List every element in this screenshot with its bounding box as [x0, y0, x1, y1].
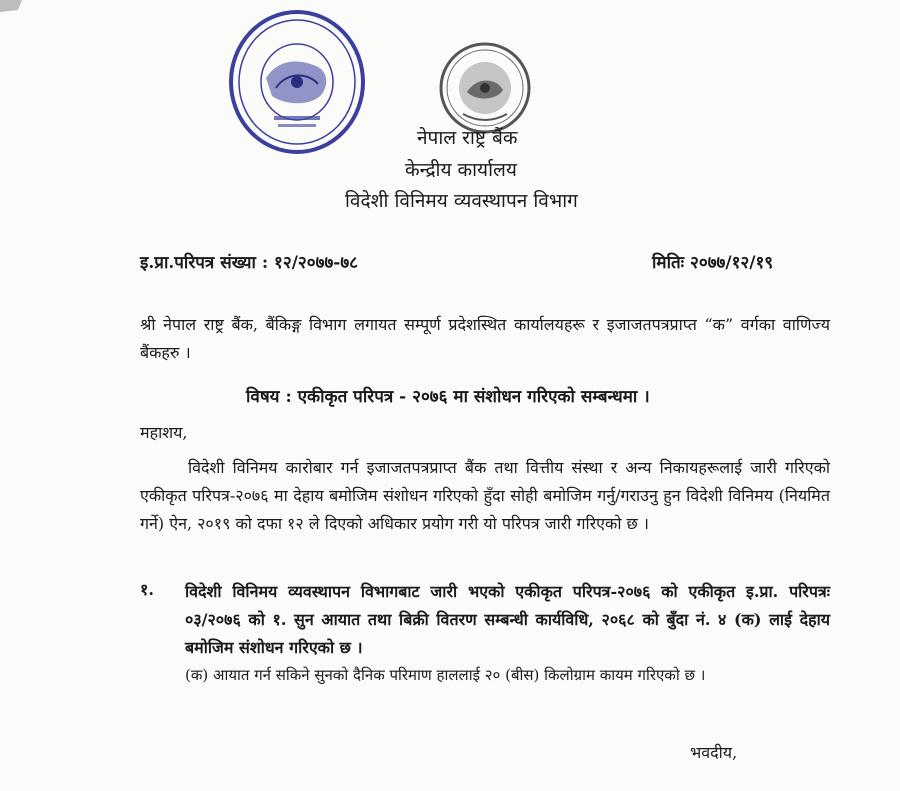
subject-line: विषय : एकीकृत परिपत्र - २०७६ मा संशोधन गरिएको सम्बन्धमा ।: [246, 387, 650, 407]
header-department: विदेशी विनिमय व्यवस्थापन विभाग: [345, 190, 578, 212]
nrb-emblem-seal: [437, 40, 533, 136]
salutation: महाशय,: [140, 423, 188, 442]
item-number: १.: [140, 580, 154, 599]
sub-item-ka: (क) आयात गर्न सकिने सुनको दैनिक परिमाण हाललाई २० (बीस) किलोग्राम कायम गरिएको छ ।: [185, 666, 706, 684]
circular-date: मितिः २०७७/१२/१९: [652, 253, 774, 273]
nrb-seal-stamp: [226, 8, 368, 156]
circular-number: इ.प्रा.परिपत्र संख्या : १२/२०७७-७८: [140, 253, 359, 273]
addressee: श्री नेपाल राष्ट्र बैंक, बैंकिङ्ग विभाग लगायत सम्पूर्ण प्रदेशस्थित कार्यालयहरू र इजाजतपत्रप्राप्त “क” वर्गका वाणिज्य बैंकहरु ।: [140, 315, 830, 362]
scan-corner-mark: [0, 0, 24, 12]
closing-salutation: भवदीय,: [690, 743, 738, 762]
header-office: केन्द्रीय कार्यालय: [405, 159, 517, 181]
body-paragraph: विदेशी विनिमय कारोबार गर्न इजाजतपत्रप्राप्त बैंक तथा वित्तीय संस्था र अन्य निकायहरूलाई जारी गरिएको एकीकृत परिपत्र-२०७६ मा देहाय बमोजिम संशोधन गरिएको हुँदा सोही बमोजिम गर्नु/गराउनु हुन विदेशी विनिमय (नियमित गर्ने) ऐन, २०१९ को दफा १२ ले दिएको अधिकार प्रयोग गरी यो परिपत्र जारी गरिएको छ ।: [140, 458, 830, 533]
item-text: विदेशी विनिमय व्यवस्थापन विभागबाट जारी भएको एकीकृत परिपत्र-२०७६ को एकीकृत इ.प्रा. परिपत्रः ०३/२०७६ को १. सुन आयात तथा बिक्री वितरण सम्बन्धी कार्यविधि, २०६८ को बुँदा नं. ४ (क) लाई देहाय बमोजिम संशोधन गरिएको छ ।: [185, 582, 830, 657]
header-org-name: नेपाल राष्ट्र बैंक: [417, 127, 518, 149]
